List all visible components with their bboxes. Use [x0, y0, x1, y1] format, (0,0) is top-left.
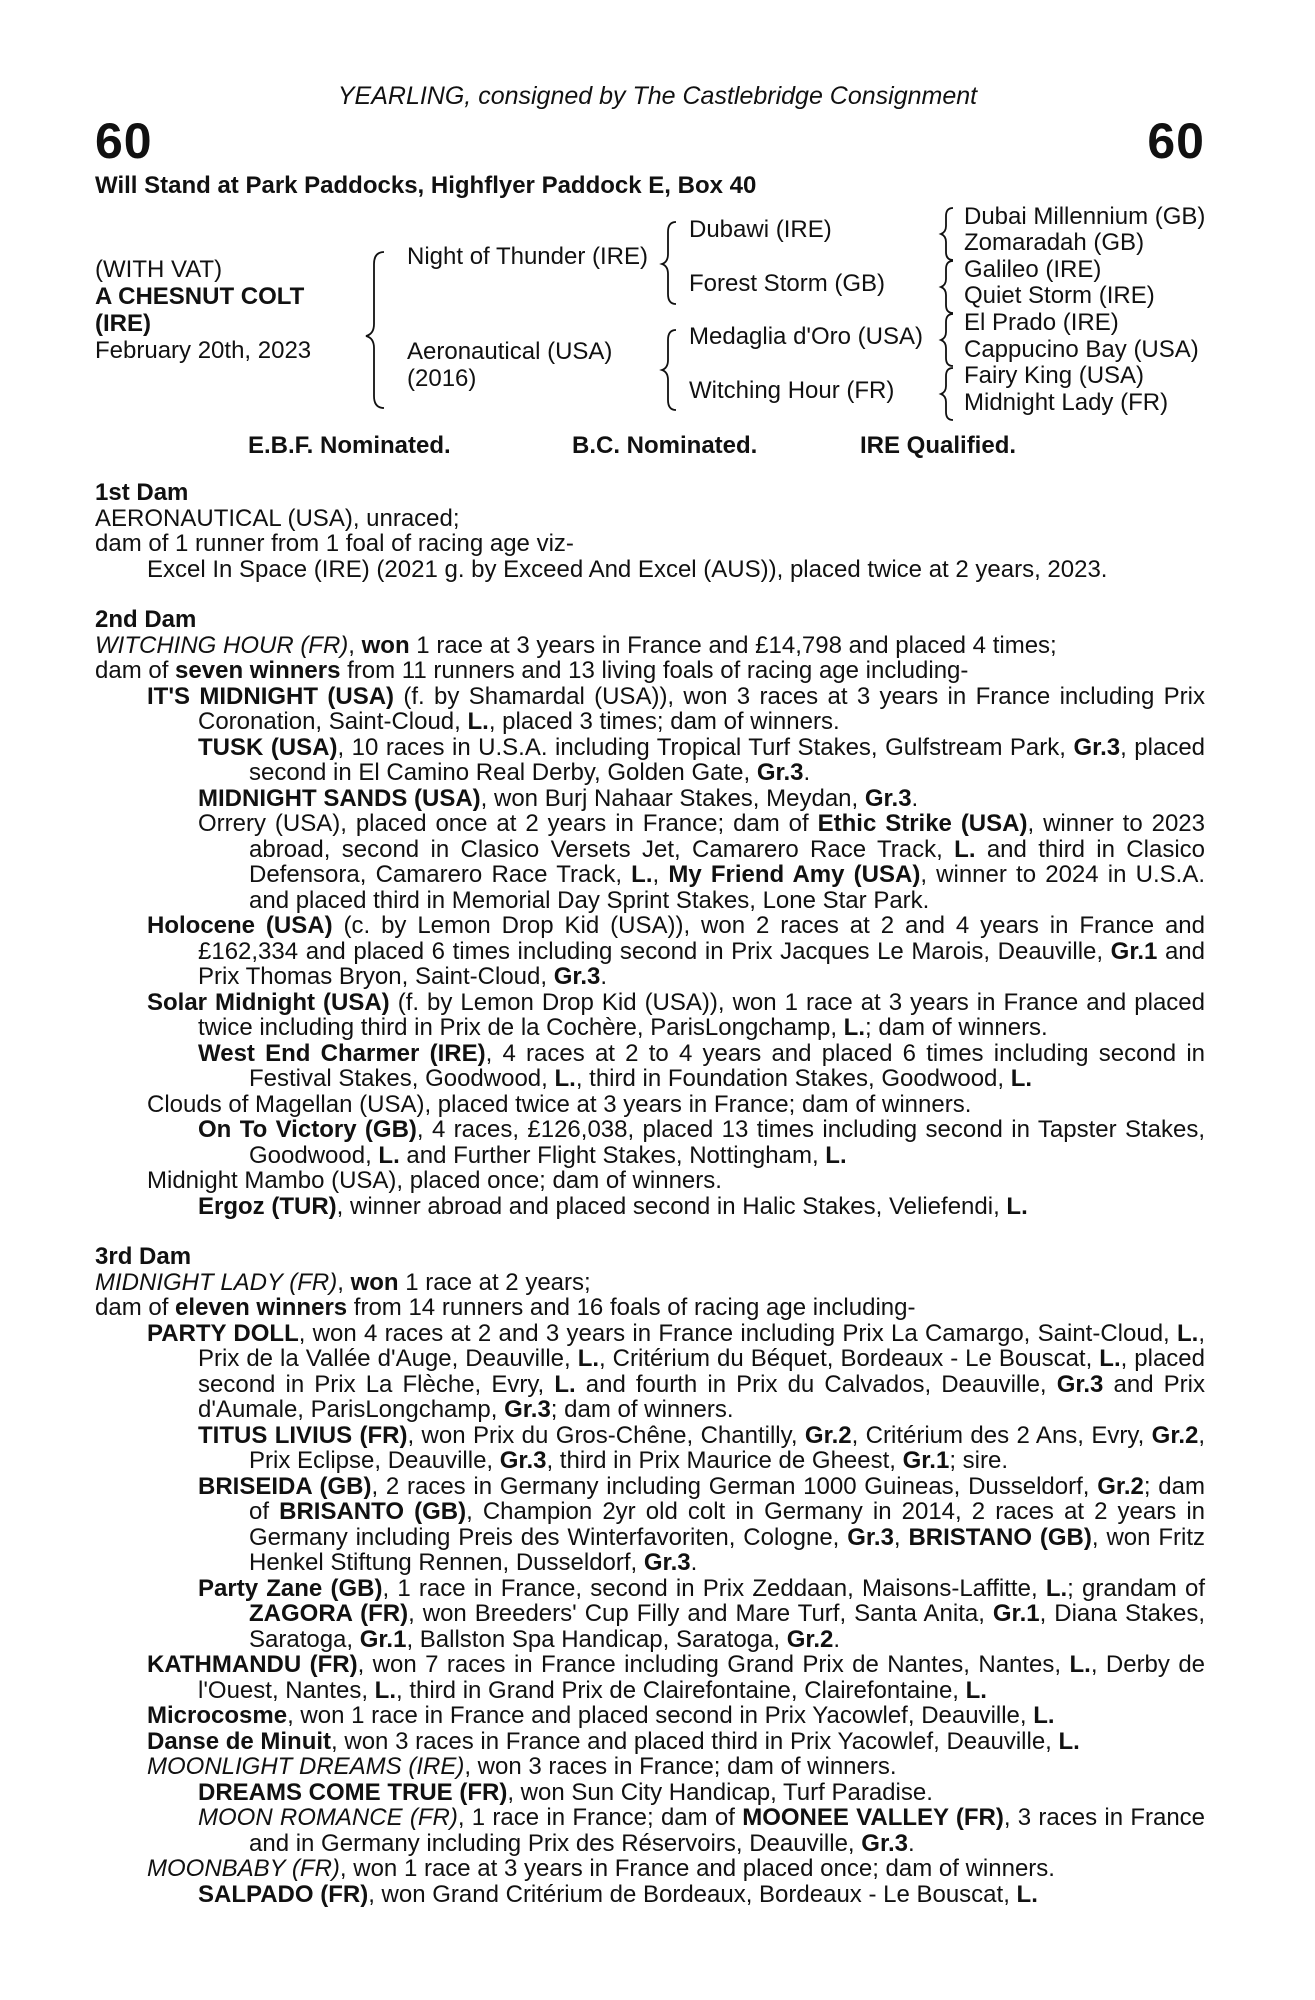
third-dam-line: MIDNIGHT LADY (FR), won 1 race at 2 years; — [95, 1268, 591, 1296]
progeny-entry: KATHMANDU (FR), won 7 races in France including Grand Prix de Nantes, Nantes, L., Derby de l'Ouest, Nantes, L., third in Grand Prix de Clairefontaine, Clairefontaine, L. — [147, 1651, 1206, 1704]
dam-dam: Witching Hour (FR) — [689, 377, 895, 404]
second-dam-line: WITCHING HOUR (FR), won 1 race at 3 years in France and £14,798 and placed 4 times; — [95, 631, 1057, 659]
ggp-1: Dubai Millennium (GB) — [964, 203, 1206, 230]
progeny-entry: SALPADO (FR), won Grand Critérium de Bordeaux, Bordeaux - Le Bouscat, L. — [198, 1880, 1038, 1908]
progeny-entry: On To Victory (GB), 4 races, £126,038, placed 13 times including second in Tapster Stakes, Goodwood, L. and Further Flight Stakes, Nottingham, L. — [198, 1116, 1205, 1169]
dam: Aeronautical (USA) — [407, 338, 613, 365]
ire-qualified: IRE Qualified. — [860, 432, 1017, 459]
lot-number-left: 60 — [95, 113, 153, 169]
third-dam-heading: 3rd Dam — [95, 1243, 192, 1270]
progeny-entry: MOON ROMANCE (FR), 1 race in France; dam of MOONEE VALLEY (FR), 3 races in France and in Germany including Prix des Réservoirs, Deauville, Gr.3. — [198, 1804, 1206, 1857]
progeny-entry: PARTY DOLL, won 4 races at 2 and 3 years in France including Prix La Camargo, Saint-Cloud, L., Prix de la Vallée d'Auge, Deauville, L., Critérium du Béquet, Bordeaux - Le Bouscat, L., placed second in Prix La Flèche, Evry, L. and fourth in Prix du Calvados, Deauville, Gr.3 and Prix d'Aumale, ParisLongchamp, Gr.3; dam of winners. — [147, 1319, 1206, 1423]
sire-sire: Dubawi (IRE) — [689, 216, 832, 243]
first-dam-progeny: Excel In Space (IRE) (2021 g. by Exceed And Excel (AUS)), placed twice at 2 years, 2023. — [147, 555, 1108, 583]
progeny-entry: TUSK (USA), 10 races in U.S.A. including Tropical Turf Stakes, Gulfstream Park, Gr.3, placed second in El Camino Real Derby, Golden Gate, Gr.3. — [198, 733, 1206, 786]
progeny-entry: DREAMS COME TRUE (FR), won Sun City Handicap, Turf Paradise. — [198, 1778, 933, 1806]
catalogue-body — [95, 480, 1205, 1907]
ggp-8: Midnight Lady (FR) — [964, 389, 1169, 416]
second-dam-heading: 2nd Dam — [95, 606, 197, 633]
progeny-entry: Orrery (USA), placed once at 2 years in France; dam of Ethic Strike (USA), winner to 2023 abroad, second in Clasico Versets Jet, Camarero Race Track, L. and third in Clasico Defensora, Camarero Race Track, L., My Friend Amy (USA), winner to 2024 in U.S.A. and placed third in Memorial Day Sprint Stakes, Lone Star Park. — [198, 810, 1206, 914]
bc-nomination: B.C. Nominated. — [572, 432, 758, 459]
progeny-entry: MIDNIGHT SANDS (USA), won Burj Nahaar Stakes, Meydan, Gr.3. — [198, 784, 919, 812]
ebf-nomination: E.B.F. Nominated. — [248, 432, 451, 459]
progeny-entry: West End Charmer (IRE), 4 races at 2 to 4 years and placed 6 times including second in Festival Stakes, Goodwood, L., third in Foundation Stakes, Goodwood, L. — [198, 1039, 1206, 1092]
first-dam-line: AERONAUTICAL (USA), unraced; — [95, 504, 460, 532]
progeny-entry: Ergoz (TUR), winner abroad and placed second in Halic Stakes, Veliefendi, L. — [198, 1192, 1028, 1220]
horse-name: A CHESNUT COLT — [95, 283, 305, 310]
ggp-2: Zomaradah (GB) — [964, 229, 1145, 256]
third-dam-record: dam of eleven winners from 14 runners and 16 foals of racing age including- — [95, 1294, 916, 1321]
dam-year: (2016) — [407, 365, 477, 392]
sire: Night of Thunder (IRE) — [407, 243, 648, 270]
progeny-entry: Party Zane (GB), 1 race in France, second in Prix Zeddaan, Maisons-Laffitte, L.; grandam of ZAGORA (FR), won Breeders' Cup Filly and Mare Turf, Santa Anita, Gr.1, Diana Stakes, Saratoga, Gr.1, Ballston Spa Handicap, Saratoga, Gr.2. — [198, 1574, 1205, 1653]
progeny-entry: IT'S MIDNIGHT (USA) (f. by Shamardal (USA)), won 3 races at 3 years in France including Prix Coronation, Saint-Cloud, L., placed 3 times; dam of winners. — [147, 682, 1206, 735]
foaling-date: February 20th, 2023 — [95, 337, 312, 364]
ggp-5: El Prado (IRE) — [964, 309, 1119, 336]
progeny-entry: Midnight Mambo (USA), placed once; dam of winners. — [147, 1167, 722, 1194]
consignor-line: YEARLING, consigned by The Castlebridge Consignment — [337, 82, 978, 110]
progeny-entry: MOONBABY (FR), won 1 race at 3 years in France and placed once; dam of winners. — [147, 1855, 1055, 1882]
lot-number-right: 60 — [1147, 113, 1205, 169]
progeny-entry: BRISEIDA (GB), 2 races in Germany including German 1000 Guineas, Dusseldorf, Gr.2; dam of BRISANTO (GB), Champion 2yr old colt in Germany in 2014, 2 races at 2 years in Germany including Preis des Winterfavoriten, Cologne, Gr.3, BRISTANO (GB), won Fritz Henkel Stiftung Rennen, Dusseldorf, Gr.3. — [198, 1472, 1205, 1576]
progeny-entry: Solar Midnight (USA) (f. by Lemon Drop Kid (USA)), won 1 race at 3 years in France and placed twice including third in Prix de la Cochère, ParisLongchamp, L.; dam of winners. — [147, 988, 1205, 1041]
second-dam-record: dam of seven winners from 11 runners and 13 living foals of racing age including- — [95, 657, 969, 684]
progeny-entry: Holocene (USA) (c. by Lemon Drop Kid (USA)), won 2 races at 2 and 4 years in France and £162,334 and placed 6 times including second in Prix Jacques Le Marois, Deauville, Gr.1 and Prix Thomas Bryon, Saint-Cloud, Gr.3. — [147, 912, 1206, 990]
first-dam-heading: 1st Dam — [95, 479, 189, 506]
dam-sire: Medaglia d'Oro (USA) — [689, 323, 923, 350]
progeny-entry: Clouds of Magellan (USA), placed twice at 3 years in France; dam of winners. — [147, 1090, 972, 1118]
horse-name-country: (IRE) — [95, 310, 151, 337]
ggp-3: Galileo (IRE) — [964, 256, 1102, 283]
ggp-7: Fairy King (USA) — [964, 362, 1145, 389]
progeny-entry: TITUS LIVIUS (FR), won Prix du Gros-Chêne, Chantilly, Gr.2, Critérium des 2 Ans, Evry, Gr.2, Prix Eclipse, Deauville, Gr.3, third in Prix Maurice de Gheest, Gr.1; sire. — [198, 1421, 1206, 1474]
progeny-entry: MOONLIGHT DREAMS (IRE), won 3 races in France; dam of winners. — [147, 1753, 897, 1780]
first-dam-record: dam of 1 runner from 1 foal of racing age viz- — [95, 530, 574, 557]
stand-location: Will Stand at Park Paddocks, Highflyer Paddock E, Box 40 — [95, 172, 757, 199]
progeny-entry: Danse de Minuit, won 3 races in France and placed third in Prix Yacowlef, Deauville, L. — [147, 1727, 1080, 1755]
vat-note: (WITH VAT) — [95, 256, 223, 283]
ggp-4: Quiet Storm (IRE) — [964, 282, 1155, 309]
sire-dam: Forest Storm (GB) — [689, 270, 886, 297]
ggp-6: Cappucino Bay (USA) — [964, 336, 1199, 363]
progeny-entry: Microcosme, won 1 race in France and placed second in Prix Yacowlef, Deauville, L. — [147, 1702, 1055, 1729]
